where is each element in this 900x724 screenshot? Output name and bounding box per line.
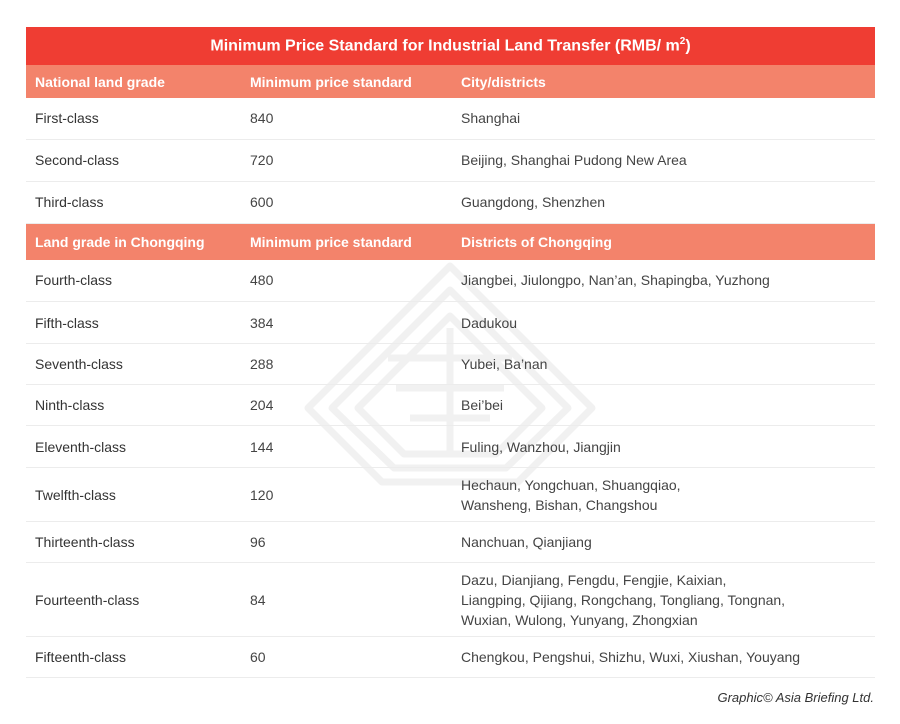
places-line: Dazu, Dianjiang, Fengdu, Fengjie, Kaixian, (461, 571, 727, 588)
table-row (26, 637, 875, 678)
table-row (26, 522, 875, 563)
places-line: Bei’bei (461, 397, 504, 413)
chongqing-rows (26, 260, 875, 678)
places-cell (452, 344, 875, 385)
price-cell: 384 (241, 302, 452, 344)
grade-cell: Fourth-class (26, 260, 241, 302)
national-header-row (26, 65, 875, 98)
grade-cell: Ninth-class (26, 385, 241, 426)
price-cell: 60 (241, 637, 452, 678)
grade-cell: Seventh-class (26, 344, 241, 385)
table-row (26, 468, 875, 522)
grade-cell: Eleventh-class (26, 426, 241, 468)
places-cell (452, 468, 875, 522)
grade-cell: Fifth-class (26, 302, 241, 344)
places-cell (452, 181, 875, 223)
column-header: Minimum price standard (241, 223, 452, 260)
grade-cell: Fourteenth-class (26, 563, 241, 637)
table-row (26, 260, 875, 302)
places-cell (452, 302, 875, 344)
price-cell: 84 (241, 563, 452, 637)
price-cell: 144 (241, 426, 452, 468)
places-cell (452, 563, 875, 637)
grade-cell: First-class (26, 98, 241, 139)
price-cell: 288 (241, 344, 452, 385)
table-row (26, 139, 875, 181)
chongqing-header-row (26, 223, 875, 260)
price-cell: 204 (241, 385, 452, 426)
places-cell (452, 522, 875, 563)
grade-cell: Third-class (26, 181, 241, 223)
places-line: Liangping, Qijiang, Rongchang, Tongliang, Tongnan, (461, 591, 786, 608)
price-cell: 840 (241, 98, 452, 139)
column-header: National land grade (26, 65, 241, 98)
national-rows (26, 98, 875, 223)
grade-cell: Twelfth-class (26, 468, 241, 522)
table-row (26, 344, 875, 385)
table-row (26, 385, 875, 426)
table-row (26, 426, 875, 468)
table-row (26, 302, 875, 344)
price-cell: 480 (241, 260, 452, 302)
column-header: Land grade in Chongqing (26, 223, 241, 260)
places-cell (452, 385, 875, 426)
grade-cell: Thirteenth-class (26, 522, 241, 563)
table-title (26, 27, 875, 65)
places-line: Fuling, Wanzhou, Jiangjin (461, 438, 621, 455)
column-header: Minimum price standard (241, 65, 452, 98)
table-row (26, 563, 875, 637)
places-line: Nanchuan, Qianjiang (461, 534, 592, 550)
places-line: Chengkou, Pengshui, Shizhu, Wuxi, Xiushan, Youyang (461, 649, 801, 665)
places-line: Beijing, Shanghai Pudong New Area (461, 152, 687, 168)
price-cell: 720 (241, 139, 452, 181)
places-line: Wansheng, Bishan, Changshou (461, 496, 658, 513)
places-line: Hechaun, Yongchuan, Shuangqiao, (461, 476, 681, 493)
places-line: Jiangbei, Jiulongpo, Nan’an, Shapingba, Yuzhong (461, 272, 770, 289)
credit-text: Graphic© Asia Briefing Ltd. (717, 690, 874, 705)
price-cell: 120 (241, 468, 452, 522)
column-header: City/districts (452, 65, 875, 98)
table-title-text: Minimum Price Standard for Industrial Land Transfer (RMB/ m (210, 37, 680, 55)
places-cell (452, 98, 875, 139)
places-cell (452, 139, 875, 181)
table-title-superscript: 2 (679, 36, 686, 48)
places-cell (452, 637, 875, 678)
grade-cell: Fifteenth-class (26, 637, 241, 678)
places-cell (452, 426, 875, 468)
price-table-wrapper (26, 27, 875, 678)
places-line: Dadukou (461, 314, 518, 331)
places-line: Shanghai (461, 110, 521, 127)
price-cell: 600 (241, 181, 452, 223)
table-row (26, 181, 875, 223)
table-title-row (26, 27, 875, 65)
places-line: Yubei, Ba’nan (461, 356, 548, 372)
places-line: Wuxian, Wulong, Yunyang, Zhongxian (461, 611, 698, 628)
price-cell: 96 (241, 522, 452, 563)
places-cell (452, 260, 875, 302)
grade-cell: Second-class (26, 139, 241, 181)
table-title-close: ) (685, 37, 691, 55)
price-table (26, 27, 875, 678)
places-line: Guangdong, Shenzhen (461, 194, 606, 210)
table-row (26, 98, 875, 139)
column-header: Districts of Chongqing (452, 223, 875, 260)
